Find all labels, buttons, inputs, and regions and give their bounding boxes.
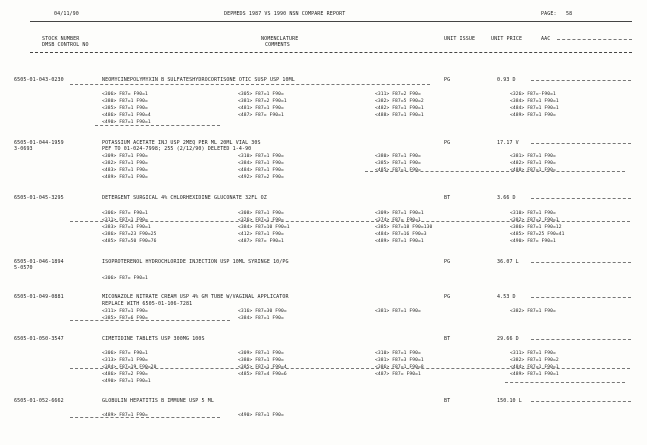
col-unit-price: UNIT PRICE <box>491 36 523 42</box>
aac-dash <box>531 297 631 298</box>
qty-cell: <483> F87=1 F90= <box>102 168 148 173</box>
qty-cell: <489> F87=1 F90= <box>102 175 148 180</box>
strike-dash <box>70 84 430 85</box>
col-nomenclature: NOMENCLATURE <box>261 36 299 42</box>
qty-cell: <311> F87=1 F90= <box>102 309 148 314</box>
nomenclature: MICONAZOLE NITRATE CREAM USP 4% GM TUBE W/VAGINAL APPLICATOR <box>102 294 289 300</box>
nomenclature: POTASSIUM ACETATE INJ USP 2MEQ PER ML 20ML VIAL 30S <box>102 140 261 146</box>
aac-dash <box>531 401 631 402</box>
qty-cell: <487> F87= F90=1 <box>238 113 284 118</box>
qty-cell: <380> F87=1 F90= <box>102 99 148 104</box>
nomenclature: GLOBULIN HEPATITIS B IMMUNE USP 5 ML <box>102 398 214 404</box>
qty-cell: <311> F87=2 F90= <box>375 92 421 97</box>
unit-price: 0.93 D <box>497 77 516 83</box>
qty-cell: <487> F87= F90=1 <box>238 239 284 244</box>
strike-dash <box>70 368 630 369</box>
qty-cell: <385> F87=18 F90=130 <box>375 225 433 230</box>
col-unit-issue: UNIT ISSUE <box>444 36 476 42</box>
qty-cell: <485> F87=25 F90=41 <box>510 232 565 237</box>
qty-cell: <485> F87=1 F90= <box>375 168 421 173</box>
unit-issue: BT <box>444 336 451 342</box>
header-dash <box>557 39 632 40</box>
qty-cell: <488> F87=1 F90= <box>510 168 556 173</box>
qty-cell: <382> F87=1 F90= <box>510 309 556 314</box>
col-comments: COMMENTS <box>265 42 290 48</box>
qty-cell: <385> F87=1 F90= <box>375 161 421 166</box>
qty-cell: <384> F87=1 F90= <box>238 316 284 321</box>
unit-price: 36.07 L <box>497 259 519 265</box>
qty-cell: <326> F87=-F90=1 <box>510 92 556 97</box>
page-number: 58 <box>566 11 573 17</box>
qty-cell: <386> F87=23 F90=25 <box>102 232 157 237</box>
aac-dash <box>531 198 631 199</box>
unit-price: 150.10 L <box>497 398 522 404</box>
unit-price: 29.66 D <box>497 336 519 342</box>
comments: PEF TO 01-024-7998; 255 (2/12/90) DELETED 1-4-90 <box>102 146 252 152</box>
qty-cell: <310> F87=1 F90= <box>510 211 556 216</box>
qty-cell: <489> F87=1 F90=1 <box>510 372 559 377</box>
aac-dash <box>531 262 631 263</box>
qty-cell: <309> F87=1 F90= <box>238 351 284 356</box>
qty-cell: <484> F87=16 F90=3 <box>375 232 427 237</box>
qty-cell: <489> F87=1 F90= <box>510 113 556 118</box>
strike-dash <box>95 125 220 126</box>
qty-cell: <489> F87=1 F90=1 <box>375 239 424 244</box>
qty-cell: <381> F87=1 F90= <box>375 309 421 314</box>
qty-cell: <326> F87=1 F90= <box>238 218 284 223</box>
stock-number: 6505-01-052-6662 <box>14 398 64 404</box>
qty-cell: <306> F87= F90=1 <box>102 92 148 97</box>
qty-cell: <309> F87=1 F90=1 <box>375 211 424 216</box>
qty-cell: <311> F87=1 F90= <box>510 351 556 356</box>
stock-number: 6505-01-049-0881 <box>14 294 64 300</box>
qty-cell: <385> F87=6 F90= <box>102 316 148 321</box>
qty-cell: <484> F87=1 F90= <box>238 168 284 173</box>
qty-cell: <492> F87=2 F90= <box>238 175 284 180</box>
qty-cell: <306> F87= F90=1 <box>102 211 148 216</box>
header-rule <box>30 21 632 22</box>
qty-cell: <489> F87=1 F90= <box>102 413 148 418</box>
qty-cell: <484> F87=1 F90=1 <box>510 106 559 111</box>
qty-cell: <482> F87=1 F90= <box>510 161 556 166</box>
qty-cell: <384> F87=19 F90=20 <box>102 365 157 370</box>
qty-cell: <386> F87=1 F90=8 <box>375 365 424 370</box>
qty-cell: <306> F87= F90=1 <box>102 351 148 356</box>
nomenclature: CIMETIDINE TABLETS USP 300MG 100S <box>102 336 205 342</box>
qty-cell: <486> F87=1 F90=4 <box>102 113 151 118</box>
stock-number: 6505-01-045-3295 <box>14 195 64 201</box>
column-rule <box>30 52 632 53</box>
qty-cell: <490> F87= F90=1 <box>510 239 556 244</box>
qty-cell: <484> F87=1 F90=1 <box>510 365 559 370</box>
stock-number: 6505-01-043-0230 <box>14 77 64 83</box>
col-dmsb-control: DMSB CONTROL NO <box>42 42 89 48</box>
qty-cell: <482> F87=1 F90=1 <box>375 106 424 111</box>
qty-cell: <382> F87=1 F90= <box>102 161 148 166</box>
qty-cell: <487> F87= F90=1 <box>375 372 421 377</box>
qty-cell: <380> F87=1 F90= <box>238 358 284 363</box>
aac-dash <box>531 80 631 81</box>
qty-cell: <485> F87=50 F90=76 <box>102 239 157 244</box>
qty-cell: <313> F87=1 F90= <box>102 358 148 363</box>
qty-cell: <412> F87=1 F90= <box>238 232 284 237</box>
unit-issue: PG <box>444 259 451 265</box>
qty-cell: <488> F87=1 F90=1 <box>375 113 424 118</box>
unit-issue: PG <box>444 294 451 300</box>
unit-issue: PG <box>444 77 451 83</box>
qty-cell: <382> F87=1 F90=2 <box>510 358 559 363</box>
qty-cell: <310> F87=1 F90= <box>238 154 284 159</box>
qty-cell: <380> F87=1 F90= <box>375 154 421 159</box>
qty-cell: <374> F87= F90=1 <box>375 218 421 223</box>
report-date: 04/11/90 <box>54 11 79 17</box>
unit-issue: BT <box>444 195 451 201</box>
page-label: PAGE: <box>541 11 557 17</box>
stock-number: 6505-01-044-1959 <box>14 140 64 146</box>
dmsb-control: 5-0570 <box>14 265 33 271</box>
aac-dash <box>531 339 631 340</box>
strike-dash <box>70 417 220 418</box>
unit-price: 17.17 V <box>497 140 519 146</box>
dmsb-control: 3-0693 <box>14 146 33 152</box>
strike-dash <box>70 221 630 222</box>
unit-issue: PG <box>444 140 451 146</box>
qty-cell: <305> F87=1 F90= <box>238 92 284 97</box>
comments: REPLACE WITH 6505-01-106-7281 <box>102 301 193 307</box>
qty-cell: <385> F87=1 F90= <box>102 106 148 111</box>
strike-dash <box>505 382 625 383</box>
qty-cell: <310> F87=1 F90= <box>375 351 421 356</box>
qty-cell: <311> F87=1 F90= <box>102 218 148 223</box>
qty-cell: <490> F87=1 F90= <box>238 413 284 418</box>
qty-cell: <381> F87=1 F90= <box>510 154 556 159</box>
unit-price: 4.53 D <box>497 294 516 300</box>
qty-cell: <309> F87=1 F90= <box>102 154 148 159</box>
qty-cell: <481> F87=1 F90= <box>238 106 284 111</box>
qty-cell: <485> F87=4 F90=6 <box>238 372 287 377</box>
qty-cell: <384> F87=10 F90=1 <box>238 225 290 230</box>
stock-number: 6505-01-046-1894 <box>14 259 64 265</box>
nomenclature: ISOPROTERENOL HYDROCHLORIDE INJECTION USP 10ML SYRINGE 10/PG <box>102 259 289 265</box>
qty-cell: <490> F87=1 F90=1 <box>102 379 151 384</box>
nomenclature: DETERGENT SURGICAL 4% CHLORHEXIDINE GLUCONATE 32FL OZ <box>102 195 267 201</box>
qty-cell: <381> F87=2 F90=1 <box>238 99 287 104</box>
qty-cell: <384> F87=1 F90=1 <box>510 99 559 104</box>
qty-cell: <382> F87=2 F90=1 <box>510 218 559 223</box>
nomenclature: NEOMYCINEPOLYMYXIN B SULFATESHYDROCORTISONE OTIC SUSP USP 10ML <box>102 77 295 83</box>
qty-cell: <381> F87=3 F90=1 <box>375 358 424 363</box>
qty-cell: <316> F87=30 F90= <box>238 309 287 314</box>
stock-number: 6505-01-050-3547 <box>14 336 64 342</box>
strike-dash <box>365 171 625 172</box>
aac-dash <box>531 143 631 144</box>
qty-cell: <490> F87=1 F90=1 <box>102 120 151 125</box>
col-aac: AAC <box>541 36 551 42</box>
qty-cell: <385> F87=1 F90=4 <box>238 365 287 370</box>
report-title: DEPMEDS 1987 VS 1990 NSN COMPARE REPORT <box>224 11 346 17</box>
unit-price: 3.66 D <box>497 195 516 201</box>
qty-cell: <383> F87=1 F90=1 <box>102 225 151 230</box>
unit-issue: BT <box>444 398 451 404</box>
qty-cell: <486> F87=2 F90= <box>102 372 148 377</box>
qty-cell: <384> F87=1 F90= <box>238 161 284 166</box>
qty-cell: <386> F87=1 F90=12 <box>510 225 562 230</box>
col-stock-number: STOCK NUMBER <box>42 36 80 42</box>
qty-cell: <308> F87=1 F90= <box>238 211 284 216</box>
qty-cell: <306> F87= F90=1 <box>102 276 148 281</box>
strike-dash <box>70 320 230 321</box>
qty-cell: <382> F87=5 F90=2 <box>375 99 424 104</box>
